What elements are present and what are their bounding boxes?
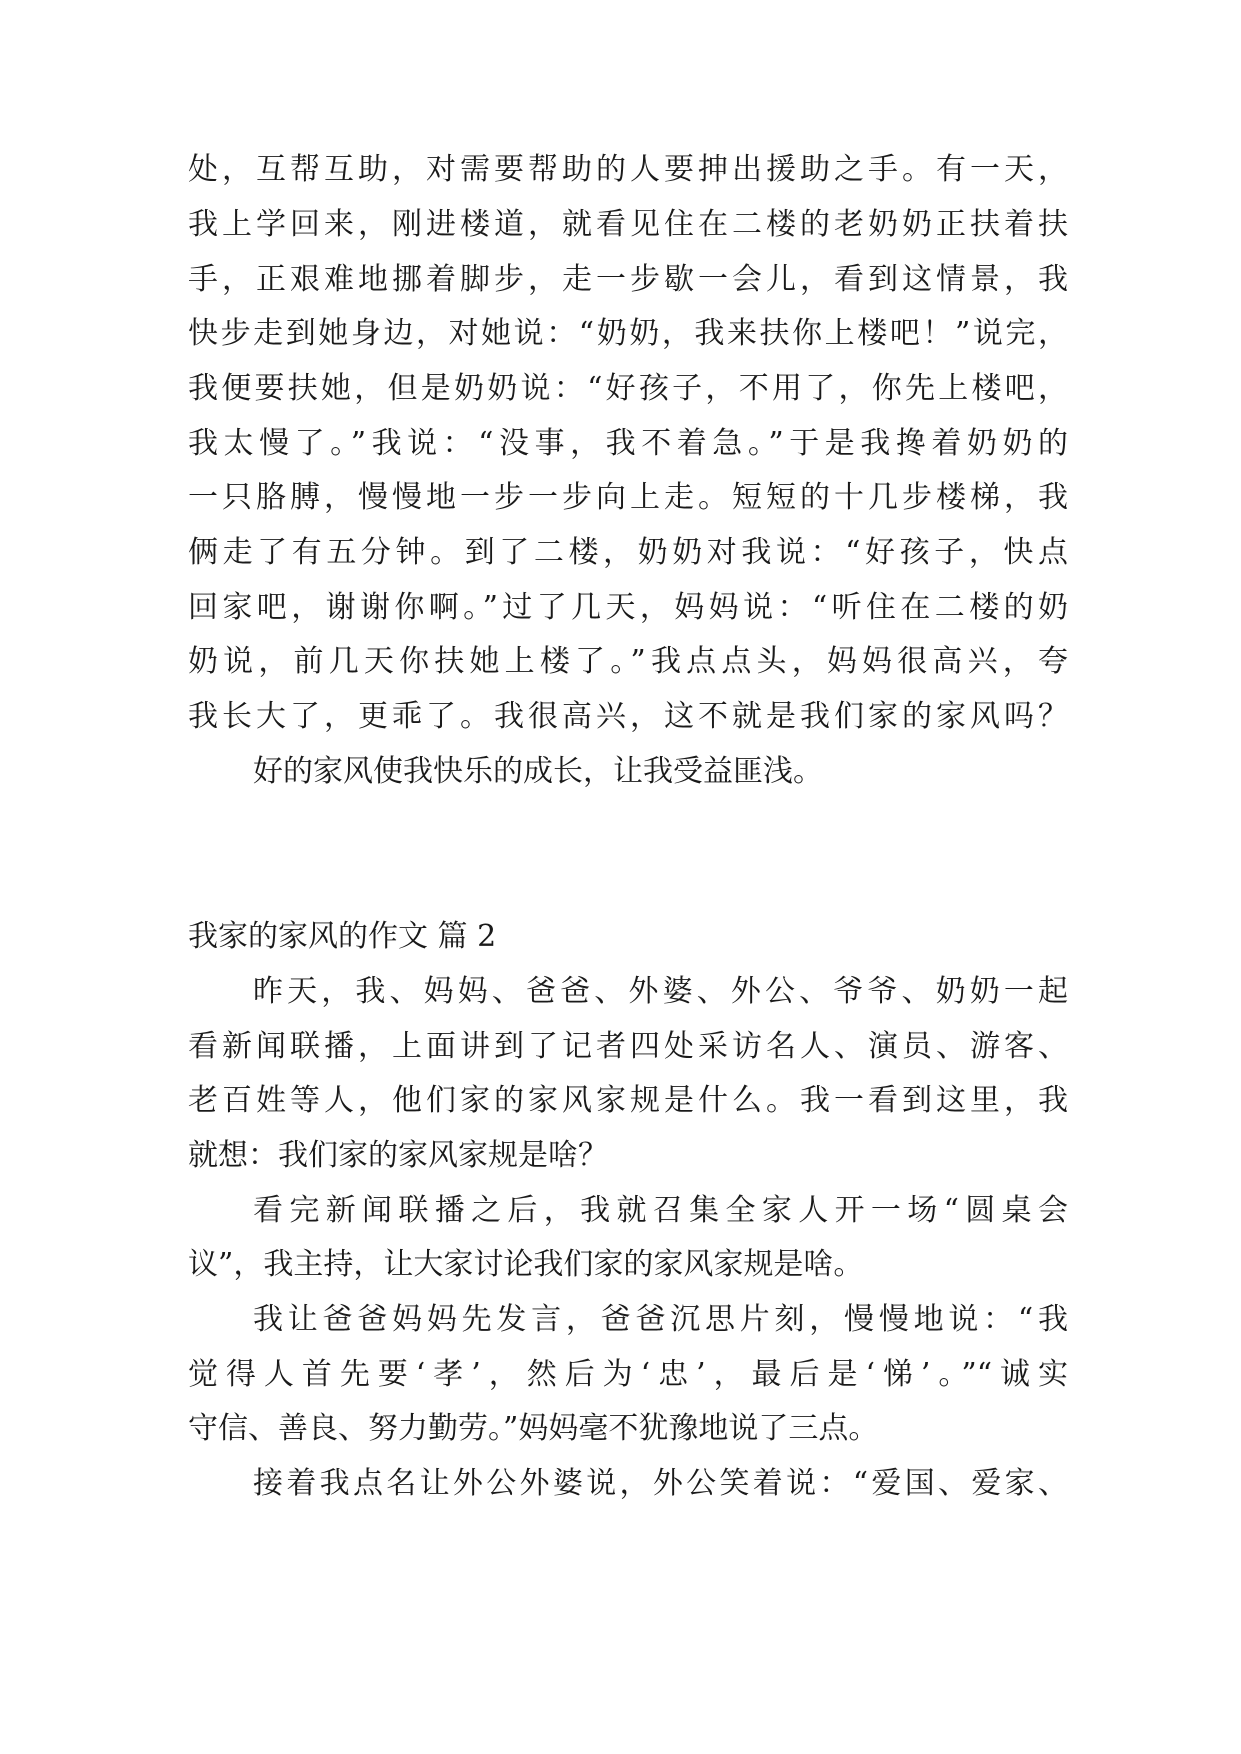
essay2-p1-line-1: 昨天，我、妈妈、爸爸、外婆、外公、爷爷、奶奶一起 (253, 974, 1068, 1009)
essay2-p3-line-1: 我让爸爸妈妈先发言，爸爸沉思片刻，慢慢地说：“我 (253, 1302, 1068, 1337)
essay2-heading: 我家的家风的作文 篇 2 (188, 919, 497, 954)
essay1-line-7: 一只胳膊，慢慢地一步一步向上走。短短的十几步楼梯，我 (188, 480, 1068, 515)
essay2-p1-line-2: 看新闻联播，上面讲到了记者四处采访名人、演员、游客、 (188, 1029, 1068, 1064)
essay2-p2-line-2: 议”，我主持，让大家讨论我们家的家风家规是啥。 (188, 1247, 864, 1282)
essay1-closing: 好的家风使我快乐的成长，让我受益匪浅。 (253, 754, 823, 789)
essay2-p3-line-3: 守信、善良、努力勤劳。”妈妈毫不犹豫地说了三点。 (188, 1411, 879, 1446)
essay1-line-9: 回家吧，谢谢你啊。”过了几天，妈妈说：“听住在二楼的奶 (188, 590, 1068, 625)
essay2-p4-line-1: 接着我点名让外公外婆说，外公笑着说：“爱国、爱家、 (253, 1466, 1068, 1501)
essay1-line-6: 我太慢了。”我说：“没事，我不着急。”于是我搀着奶奶的 (188, 426, 1068, 461)
essay1-line-8: 俩走了有五分钟。到了二楼，奶奶对我说：“好孩子，快点 (188, 535, 1068, 570)
essay2-p2-line-1: 看完新闻联播之后，我就召集全家人开一场“圆桌会 (253, 1193, 1068, 1228)
essay2-p1-line-3: 老百姓等人，他们家的家风家规是什么。我一看到这里，我 (188, 1083, 1068, 1118)
essay1-line-1: 处，互帮互助，对需要帮助的人要抻出援助之手。有一天， (188, 152, 1068, 187)
essay1-line-2: 我上学回来，刚进楼道，就看见住在二楼的老奶奶正扶着扶 (188, 207, 1068, 242)
essay1-line-5: 我便要扶她，但是奶奶说：“好孩子，不用了，你先上楼吧， (188, 371, 1068, 406)
essay1-line-3: 手，正艰难地挪着脚步，走一步歇一会儿，看到这情景，我 (188, 262, 1068, 297)
essay2-p1-line-4: 就想：我们家的家风家规是啥？ (188, 1138, 608, 1173)
essay1-line-4: 快步走到她身边，对她说：“奶奶，我来扶你上楼吧！”说完， (188, 316, 1068, 351)
essay2-p3-line-2: 觉得人首先要‘孝’，然后为‘忠’，最后是‘悌’。”“诚实 (188, 1357, 1068, 1392)
essay1-line-10: 奶说，前几天你扶她上楼了。”我点点头，妈妈很高兴，夸 (188, 644, 1068, 679)
essay1-line-11: 我长大了，更乖了。我很高兴，这不就是我们家的家风吗？ (188, 699, 1068, 734)
